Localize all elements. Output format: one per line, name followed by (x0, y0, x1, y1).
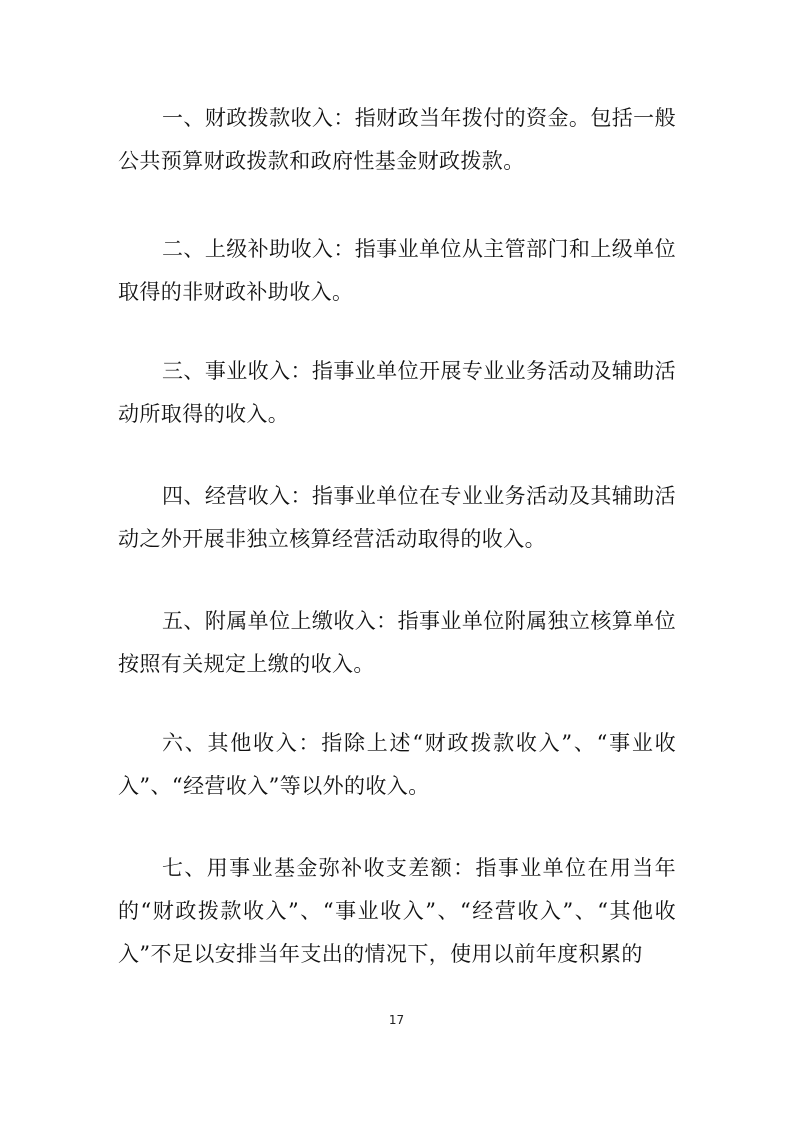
paragraph-operating-income: 四、经营收入：指事业单位在专业业务活动及其辅助活动之外开展非独立核算经营活动取得的收入。 (118, 484, 676, 551)
paragraph-other-income: 六、其他收入：指除上述“财政拨款收入”、“事业收入”、“经营收入”等以外的收入。 (118, 731, 676, 798)
page-number: 17 (388, 1013, 405, 1027)
paragraph-business-fund-balance: 七、用事业基金弥补收支差额：指事业单位在用当年的“财政拨款收入”、“事业收入”、“经营收入”、“其他收入”不足以安排当年支出的情况下，使用以前年度积累的 (118, 856, 676, 966)
paragraph-superior-subsidy-income: 二、上级补助收入：指事业单位从主管部门和上级单位取得的非财政补助收入。 (118, 237, 676, 304)
paragraph-business-income: 三、事业收入：指事业单位开展专业业务活动及辅助活动所取得的收入。 (118, 359, 676, 426)
paragraph-affiliated-unit-income: 五、附属单位上缴收入：指事业单位附属独立核算单位按照有关规定上缴的收入。 (118, 609, 676, 676)
paragraph-fiscal-appropriation-income: 一、财政拨款收入：指财政当年拨付的资金。包括一般公共预算财政拨款和政府性基金财政拨款。 (118, 106, 676, 173)
